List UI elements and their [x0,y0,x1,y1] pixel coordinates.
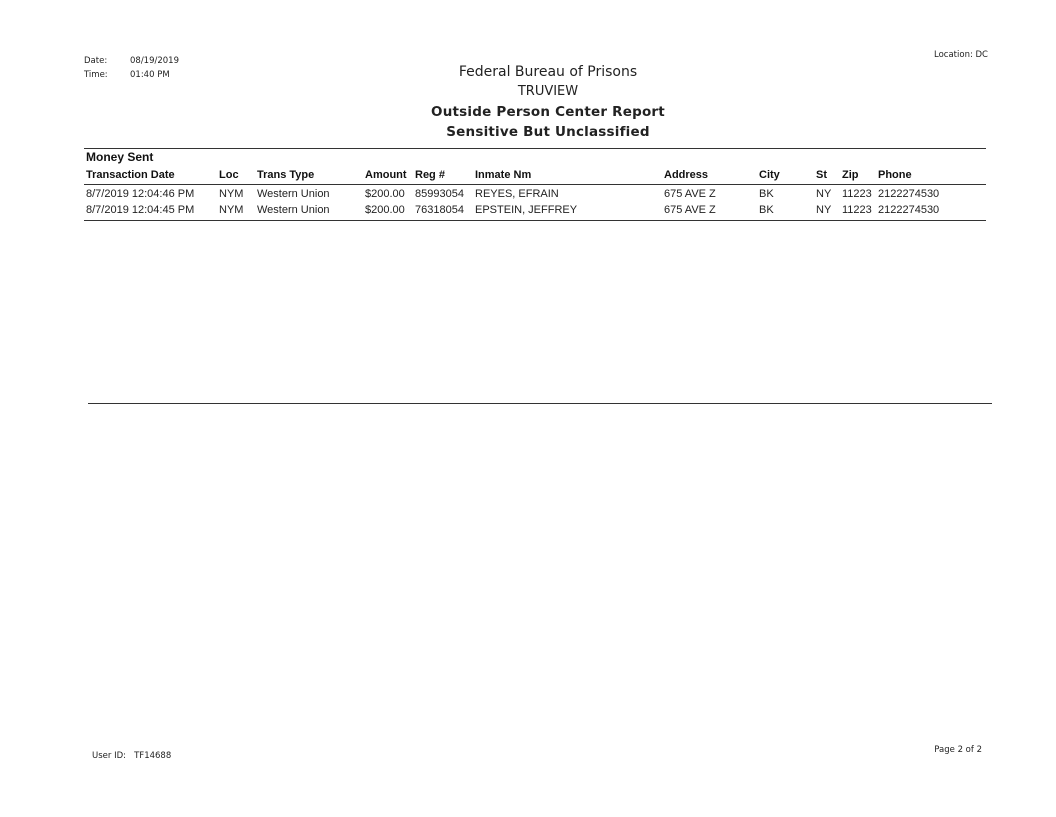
col-header: Inmate Nm [473,167,662,185]
date-value: 08/19/2019 [130,56,179,66]
cell-phone: 2122274530 [878,188,940,200]
cell-state: NY [814,201,840,221]
col-header: Zip [840,167,876,185]
cell-state: NY [816,188,832,200]
cell-zip: 11223 [842,188,872,200]
location: Location: DC [934,50,988,60]
cell-inmate-name: EPSTEIN, JEFFREY [473,201,662,221]
table-row [84,201,986,221]
col-header: Phone [876,167,986,185]
agency-name: Federal Bureau of Prisons [458,64,638,80]
cell-address: 675 AVE Z [664,188,716,200]
col-header: St [814,167,840,185]
system-name: TRUVIEW [517,84,579,99]
cell-loc: NYM [217,201,255,221]
time-value: 01:40 PM [130,70,170,80]
time-label: Time: [84,70,108,80]
cell-address: 675 AVE Z [662,201,757,221]
col-header: Reg # [413,167,473,185]
cell-loc: NYM [219,188,244,200]
classification: Sensitive But Unclassified [446,124,650,140]
section-divider [88,403,992,404]
user-id-label: User ID: [92,751,126,761]
col-header: Address [662,167,757,185]
cell-zip: 11223 [840,201,876,221]
cell-city: BK [757,201,814,221]
page-number: Page 2 of 2 [934,745,982,755]
cell-amount: $200.00 [365,188,405,200]
cell-inmate-name: REYES, EFRAIN [475,188,559,200]
top-rule [84,148,986,149]
cell-phone: 2122274530 [876,201,986,221]
cell-trans-type: Western Union [255,201,363,221]
date-label: Date: [84,56,108,66]
user-id-value: TF14688 [134,751,172,761]
table-row [84,185,986,202]
col-header: City [757,167,814,185]
report-title-block [0,62,1056,142]
cell-reg-number: 76318054 [413,201,473,221]
cell-city: BK [759,188,774,200]
col-header: Transaction Date [84,167,217,185]
cell-reg-number: 85993054 [415,188,464,200]
col-header: Trans Type [255,167,363,185]
money-sent-table [84,167,986,221]
report-title: Outside Person Center Report [431,104,665,120]
cell-transaction-date: 8/7/2019 12:04:46 PM [86,188,195,200]
cell-amount: $200.00 [363,201,413,221]
cell-trans-type: Western Union [257,188,330,200]
table-header-row [84,167,986,185]
footer-user [92,751,171,761]
col-header: Loc [217,167,255,185]
section-title: Money Sent [86,150,154,164]
col-header: Amount [363,167,413,185]
cell-transaction-date: 8/7/2019 12:04:45 PM [84,201,217,221]
